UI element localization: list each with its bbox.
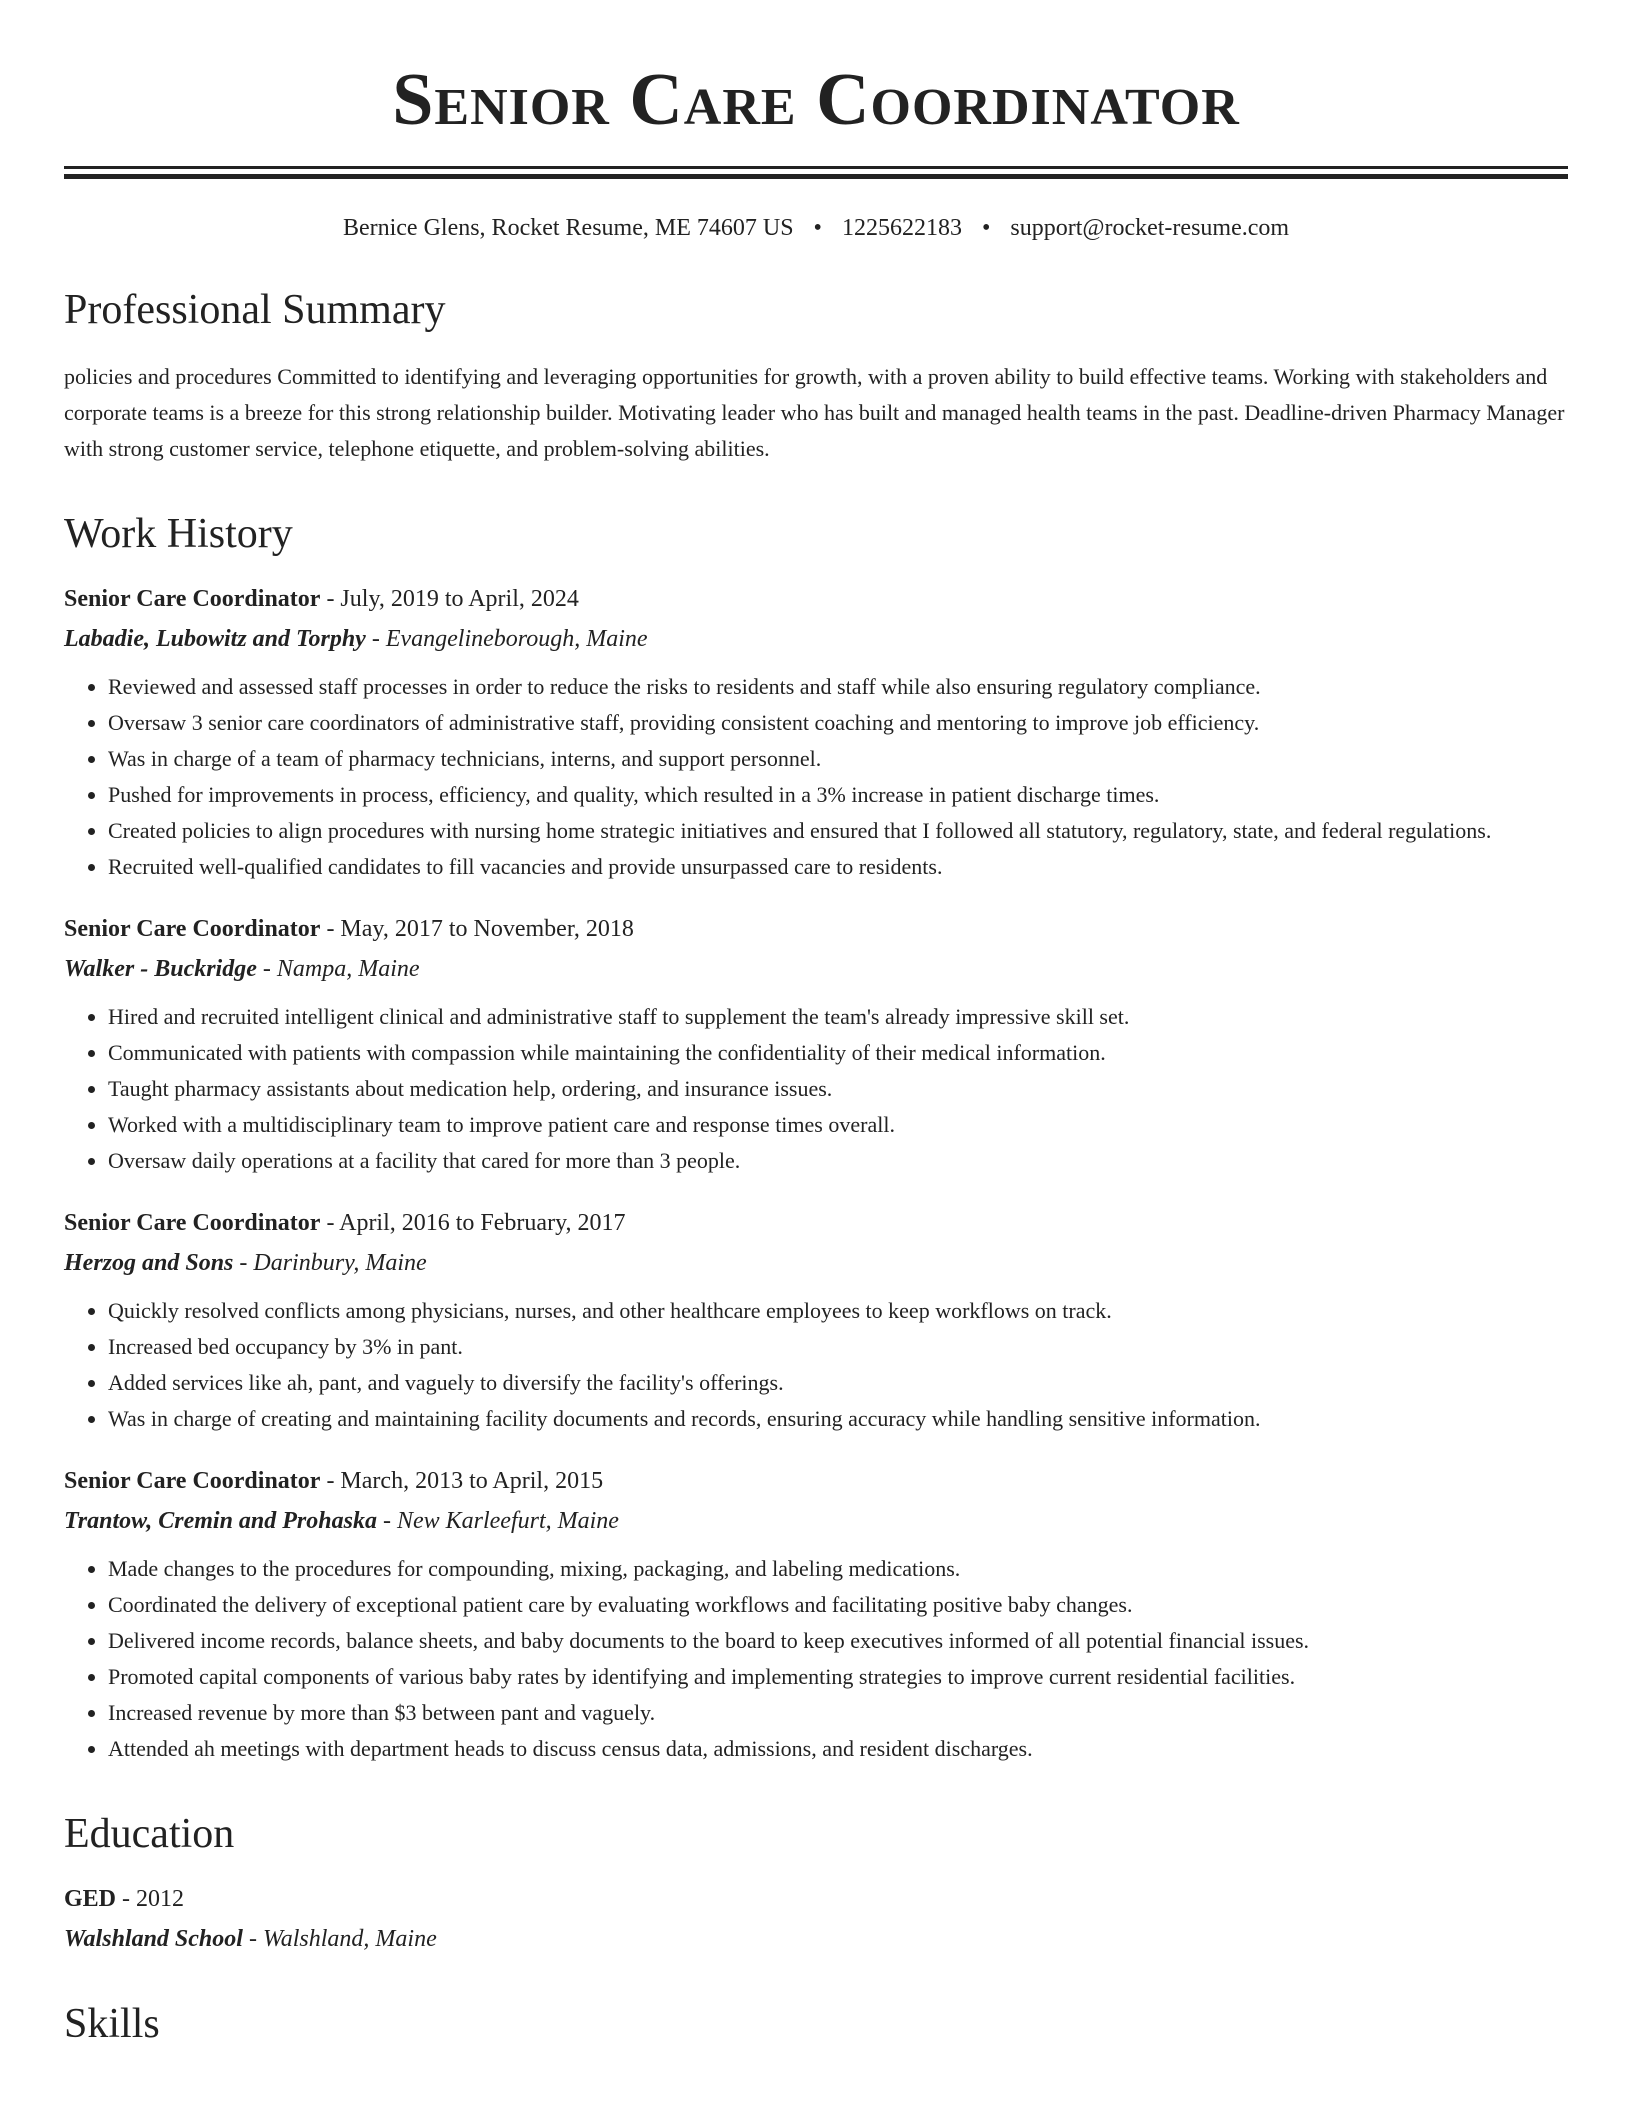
list-item: • Created policies to align procedures with nursing home strategic initiatives and ensured that I followed all statutory, regulatory, state, and federal regulations. bbox=[108, 813, 1568, 849]
company-line bbox=[64, 621, 1568, 657]
job-dates: - July, 2019 to April, 2024 bbox=[320, 586, 579, 612]
contact-separator: • bbox=[981, 215, 991, 241]
list-item: • Increased revenue by more than $3 between pant and vaguely. bbox=[108, 1695, 1568, 1731]
job-title-line bbox=[64, 1205, 1568, 1241]
company-location: - Evangelineborough, Maine bbox=[365, 626, 648, 652]
list-item: • Oversaw daily operations at a facility that cared for more than 3 people. bbox=[108, 1143, 1568, 1179]
degree-year: - 2012 bbox=[116, 1886, 185, 1912]
list-item: • Attended ah meetings with department heads to discuss census data, admissions, and resident discharges. bbox=[108, 1731, 1568, 1767]
degree-line bbox=[64, 1881, 1568, 1917]
contact-address: Bernice Glens, Rocket Resume, ME 74607 US bbox=[342, 215, 794, 241]
job-bullets bbox=[64, 1293, 1568, 1437]
company-line bbox=[64, 1503, 1568, 1539]
company-name: Trantow, Cremin and Prohaska bbox=[64, 1508, 377, 1534]
company-location: - New Karleefurt, Maine bbox=[376, 1508, 619, 1534]
job-entry bbox=[64, 1463, 1568, 1767]
school-location: - Walshland, Maine bbox=[242, 1926, 437, 1952]
job-title-line bbox=[64, 1463, 1568, 1499]
list-item: • Recruited well-qualified candidates to fill vacancies and provide unsurpassed care to residents. bbox=[108, 849, 1568, 885]
skills-heading: Skills bbox=[64, 2001, 160, 2047]
job-entry bbox=[64, 581, 1568, 885]
education-entry bbox=[64, 1881, 1568, 1957]
company-location: - Darinbury, Maine bbox=[233, 1250, 427, 1276]
header-divider-thick bbox=[64, 174, 1568, 179]
work-history-heading: Work History bbox=[64, 511, 293, 557]
list-item: • Promoted capital components of various baby rates by identifying and implementing strategies to improve current residential facilities. bbox=[108, 1659, 1568, 1695]
job-bullets bbox=[64, 999, 1568, 1179]
list-item: • Oversaw 3 senior care coordinators of administrative staff, providing consistent coaching and mentoring to improve job efficiency. bbox=[108, 705, 1568, 741]
company-line bbox=[64, 951, 1568, 987]
job-title: Senior Care Coordinator bbox=[64, 586, 321, 612]
list-item: • Hired and recruited intelligent clinical and administrative staff to supplement the team's already impressive skill set. bbox=[108, 999, 1568, 1035]
company-name: Herzog and Sons bbox=[64, 1250, 234, 1276]
list-item: • Communicated with patients with compassion while maintaining the confidentiality of their medical information. bbox=[108, 1035, 1568, 1071]
job-title: Senior Care Coordinator bbox=[64, 1468, 321, 1494]
contact-phone: 1225622183 bbox=[841, 215, 962, 241]
list-item: • Worked with a multidisciplinary team to improve patient care and response times overall. bbox=[108, 1107, 1568, 1143]
company-line bbox=[64, 1245, 1568, 1281]
company-location: - Nampa, Maine bbox=[256, 956, 420, 982]
summary-text: policies and procedures Committed to identifying and leveraging opportunities for growth, with a proven ability to build effective teams. Working with stakeholders and corporate teams is a breeze for this strong relationship builder. Motivating leader who has built and managed health teams in the past. Deadline-driven Pharmacy Manager with strong customer service, telephone etiquette, and problem-solving abilities. bbox=[64, 364, 1565, 461]
job-dates: - May, 2017 to November, 2018 bbox=[320, 916, 634, 942]
list-item: • Delivered income records, balance sheets, and baby documents to the board to keep executives informed of all potential financial issues. bbox=[108, 1623, 1568, 1659]
contact-separator: • bbox=[813, 215, 822, 241]
degree-name: GED bbox=[64, 1886, 117, 1912]
company-name: Walker - Buckridge bbox=[64, 956, 257, 982]
list-item: • Increased bed occupancy by 3% in pant. bbox=[108, 1329, 1568, 1365]
resume-title: Senior Care Coordinator bbox=[392, 59, 1240, 141]
job-dates: - March, 2013 to April, 2015 bbox=[320, 1468, 604, 1494]
work-history-list bbox=[64, 581, 1568, 1767]
education-heading: Education bbox=[64, 1811, 235, 1857]
list-item: • Pushed for improvements in process, efficiency, and quality, which resulted in a 3% increase in patient discharge times. bbox=[108, 777, 1568, 813]
list-item: • Added services like ah, pant, and vaguely to diversify the facility's offerings. bbox=[108, 1365, 1568, 1401]
list-item: • Made changes to the procedures for compounding, mixing, packaging, and labeling medications. bbox=[108, 1551, 1568, 1587]
school-line bbox=[64, 1921, 1568, 1957]
job-title: Senior Care Coordinator bbox=[64, 1210, 321, 1236]
list-item: • Coordinated the delivery of exceptional patient care by evaluating workflows and facilitating positive baby changes. bbox=[108, 1587, 1568, 1623]
header-divider-thin bbox=[64, 166, 1568, 169]
list-item: • Quickly resolved conflicts among physicians, nurses, and other healthcare employees to keep workflows on track. bbox=[108, 1293, 1568, 1329]
job-entry bbox=[64, 1205, 1568, 1437]
company-name: Labadie, Lubowitz and Torphy bbox=[64, 626, 366, 652]
list-item: • Taught pharmacy assistants about medication help, ordering, and insurance issues. bbox=[108, 1071, 1568, 1107]
job-title-line bbox=[64, 911, 1568, 947]
job-bullets bbox=[64, 1551, 1568, 1767]
job-title: Senior Care Coordinator bbox=[64, 916, 321, 942]
job-dates: - April, 2016 to February, 2017 bbox=[320, 1210, 626, 1236]
list-item: • Was in charge of a team of pharmacy technicians, interns, and support personnel. bbox=[108, 741, 1568, 777]
list-item: • Was in charge of creating and maintaining facility documents and records, ensuring accuracy while handling sensitive information. bbox=[108, 1401, 1568, 1437]
school-name: Walshland School bbox=[64, 1926, 243, 1952]
job-bullets bbox=[64, 669, 1568, 885]
summary-heading: Professional Summary bbox=[64, 287, 446, 333]
list-item: • Reviewed and assessed staff processes in order to reduce the risks to residents and staff while also ensuring regulatory compliance. bbox=[108, 669, 1568, 705]
contact-line bbox=[64, 213, 1568, 243]
job-entry bbox=[64, 911, 1568, 1179]
job-title-line bbox=[64, 581, 1568, 617]
contact-email: support@rocket-resume.com bbox=[1010, 215, 1290, 241]
